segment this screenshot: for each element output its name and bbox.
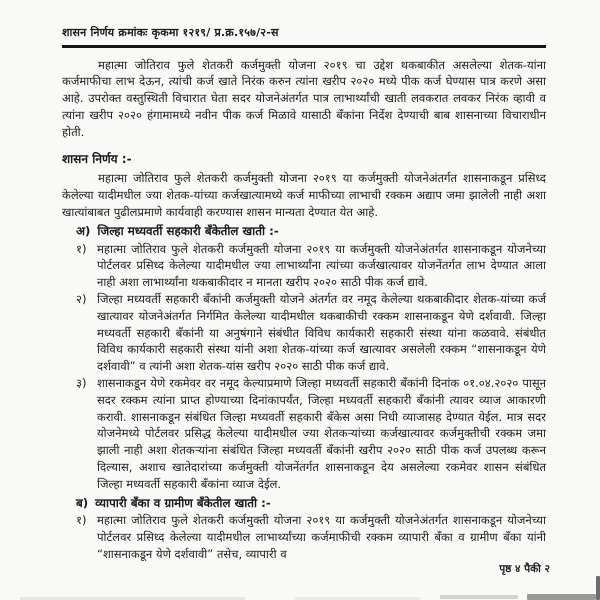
decision-heading: शासन निर्णय :- xyxy=(62,152,132,167)
item-number: १) xyxy=(76,241,87,256)
section-b-title: व्यापारी बँका व ग्रामीण बँकेतील खाती :- xyxy=(95,495,271,510)
item-text: महात्मा जोतिराव फुले शेतकरी कर्जमुक्ती योजना २०१९ या कर्जमुक्ती योजनेअंतर्गत शासनाकडून योजनेच्या पोर्टलवर प्रसिध्द केलेल्या यादीमधील लाभार्थ्यांच्या कर्जमाफीची रक्कम व्यापारी बँका व ग्रामीण बँका यांनी “शासनाकडून येणे दर्शवावी” तसेच, व्यापारी व xyxy=(97,513,546,562)
item-number: २) xyxy=(76,292,87,307)
section-b-heading xyxy=(62,495,546,512)
header-rule xyxy=(62,45,546,48)
section-b-item-1 xyxy=(62,512,546,562)
decision-paragraph: महात्मा जोतिराव फुले शेतकरी कर्जमुक्ती योजना २०१९ या कर्जमुक्ती योजनेअंतर्गत शासनाकडून प्रसिध्द केलेल्या यादीमधील ज्या शेतक-यांच्या कर्जखात्यामध्ये कर्ज माफीच्या लाभाची रक्कम अद्याप जमा झालेली नाही अशा खात्यांबाबत पुढीलप्रमाणे कार्यवाही करण्यास शासन मान्यता देण्यात येत आहे. xyxy=(62,171,546,220)
section-a-title: जिल्हा मध्यवर्ती सहकारी बँकेतील खाती :- xyxy=(97,223,279,238)
scan-artifact xyxy=(596,576,600,600)
item-text: जिल्हा मध्यवर्ती सहकारी बँकांनी कर्जमुक्ती योजने अंतर्गत वर नमूद केलेल्या थकबाकीदार शेतक-यांच्या कर्ज खात्यावर योजनेअंतर्गत निर्गमित केलेल्या यादीमधील थकबाकीची रक्कम शासनाकडून येणे दर्शवावी. जिल्हा मध्यवर्ती सहकारी बँकांनी या अनुषंगाने संबंधीत विविध कार्यकारी सहकारी संस्था यांना कळवावे. संबंधीत विविध कार्यकारी सहकारी संस्था यांनी अशा शेतक-यांच्या कर्ज खात्यावर असलेली रक्कम “शासनाकडून येणे दर्शवावी” व त्यांनी अशा शेतक-यांस खरीप २०२० साठी पीक कर्ज द्यावे. xyxy=(97,292,546,374)
section-a-item-3 xyxy=(62,375,546,493)
page-number: पृष्ठ ४ पैकी २ xyxy=(499,563,550,575)
section-a-item-1 xyxy=(62,241,546,291)
item-number: १) xyxy=(76,513,87,528)
item-text: महात्मा जोतिराव फुले शेतकरी कर्जमुक्ती योजना २०१९ या कर्जमुक्ती योजनेअंतर्गत शासनाकडून योजनेच्या पोर्टलवर प्रसिध्द केलेल्या यादीमधील ज्या लाभार्थ्यांना त्यांच्या कर्जखात्यावर योजनेंतर्गत लाभ देण्यात आला नाही अशा लाभार्थ्यांना थकबाकीदार न मानता खरीप २०२० साठी पीक कर्ज द्यावे. xyxy=(97,241,546,290)
scan-artifact xyxy=(440,595,518,599)
gr-number-header: शासन निर्णय क्रमांकः कृकमा १२१९/ प्र.क्र.१५७/२-स xyxy=(62,26,279,39)
section-a-heading xyxy=(62,223,546,240)
item-number: ३) xyxy=(76,376,87,391)
intro-paragraph: महात्मा जोतिराव फुले शेतकरी कर्जमुक्ती योजना २०१९ चा उद्देश थकबाकीत असलेल्या शेतक-यांना कर्जमाफीचा लाभ देऊन, त्यांची कर्ज खाते निरंक करुन त्यांना खरीप २०२० मध्ये पीक कर्ज घेण्यास पात्र करणे असा आहे. उपरोक्त वस्तुस्थिती विचारात घेता सदर योजनेअंतर्गत पात्र लाभार्थ्यांची खाती लवकरात लवकर निरंक व्हावी व त्यांना खरीप २०२० हंगामामध्ये नवीन पीक कर्ज मिळावे यासाठी बँकांना निर्देश देण्याची बाब शासनाच्या विचाराधीन होती. xyxy=(62,57,546,139)
item-text: शासनाकडून येणे रकमेवर वर नमूद केल्याप्रमाणे जिल्हा मध्यवर्ती सहकारी बँकांनी दिनांक ०१.०४.२०२० पासून सदर रक्कम त्यांना प्राप्त होण्याच्या दिनांकापर्यंत, जिल्हा मध्यवर्ती सहकारी बँकांनी त्यावर व्याज आकारणी करावी. शासनाकडून संबंधित जिल्हा मध्यवर्ती सहकारी बँकेस असा निधी व्याजासह देण्यात येईल. मात्र सदर योजनेमध्ये पोर्टलवर प्रसिद्ध केलेल्या यादीमधील ज्या शेतकऱ्यांच्या कर्जखात्यावर कर्जमुक्तीची रक्कम जमा झाली नाही अशा शेतकऱ्यांना संबंधित जिल्हा मध्यवर्ती बँकांनी खरीप २०२० साठी पीक कर्ज उपलब्ध करून दिल्यास, अशाच खातेदारांच्या कर्जमुक्ती योजनेंतर्गत शासनाकडून देय असलेल्या रकमेवर शासन संबंधित जिल्हा मध्यवर्ती सहकारी बँकांना व्याज देईल. xyxy=(97,376,546,491)
section-b-marker: ब) xyxy=(76,495,89,510)
section-a-item-2 xyxy=(62,291,546,375)
scan-artifact xyxy=(527,594,596,600)
section-a-marker: अ) xyxy=(76,223,91,238)
